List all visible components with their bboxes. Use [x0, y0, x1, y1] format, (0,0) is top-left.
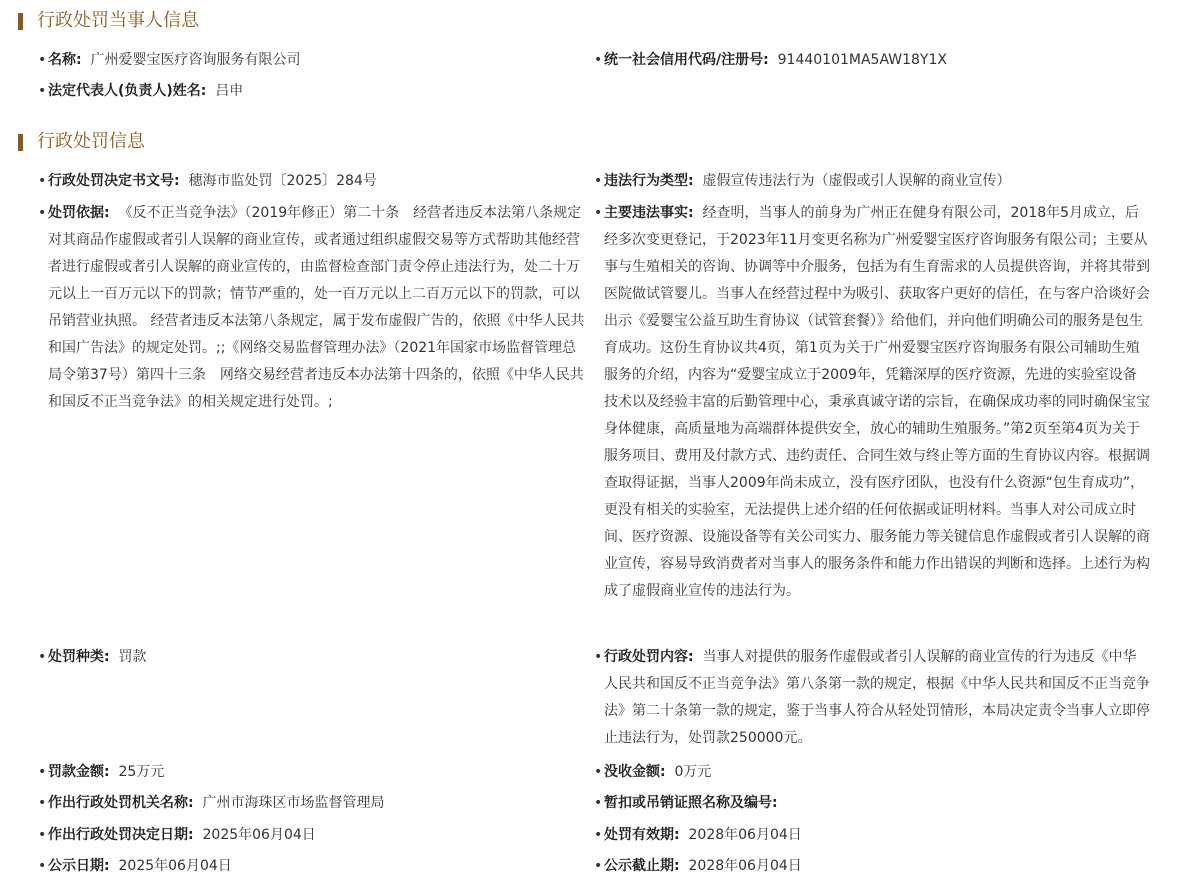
section-title-text: 行政处罚当事人信息 [37, 10, 199, 31]
field-label: 公示日期: [48, 858, 110, 874]
field-value: 穗海市监处罚〔2025〕284号 [188, 173, 377, 189]
field-label: 处罚种类: [48, 649, 110, 665]
bullet-icon: • [38, 858, 47, 874]
field-value: 0万元 [674, 764, 712, 780]
field-fine-amount [38, 759, 586, 786]
section-title-party [18, 10, 199, 32]
field-violation-type [594, 168, 1150, 195]
bullet-icon: • [594, 827, 603, 843]
bullet-icon: • [38, 173, 47, 189]
field-value: 当事人对提供的服务作虚假或者引人误解的商业宣传的行为违反《中华人民共和国反不正当竞争法》第八条第一款的规定，根据《中华人民共和国反不正当竞争法》第二十条第一款的规定，鉴于当事人符合从轻处罚情形，本局决定责令当事人立即停止违法行为，处罚款250000元。 [604, 649, 1150, 746]
field-basis [38, 200, 586, 416]
field-value: 《反不正当竞争法》（2019年修正）第二十条 经营者违反本法第八条规定对其商品作虚假或者引人误解的商业宣传，或者通过组织虚假交易等方式帮助其他经营者进行虚假或者引人误解的商业宣传的，由监督检查部门责令停止违法行为，处二十万元以上一百万元以下的罚款；情节严重的，处一百万元以上二百万元以下的罚款，可以吊销营业执照。 经营者违反本法第八条规定，属于发布虚假广告的，依照《中华人民共和国广告法》的规定处罚。;;《网络交易监督管理办法》（2021年国家市场监督管理总局令第37号）第四十三条 网络交易经营者违反本办法第十四条的，依照《中华人民共和国反不正当竞争法》的相关规定进行处罚。; [48, 205, 585, 410]
field-label: 名称: [48, 52, 82, 68]
field-value: 广州爱婴宝医疗咨询服务有限公司 [90, 52, 301, 68]
field-label: 作出行政处罚机关名称: [48, 795, 194, 811]
field-value: 91440101MA5AW18Y1X [777, 52, 947, 68]
bullet-icon: • [38, 827, 47, 843]
field-label: 统一社会信用代码/注册号: [604, 52, 769, 68]
bullet-icon: • [594, 858, 603, 874]
field-value: 虚假宣传违法行为（虚假或引人误解的商业宣传） [702, 173, 1011, 189]
field-validity [594, 822, 1150, 849]
field-label: 暂扣或吊销证照名称及编号: [604, 795, 778, 811]
field-decision-date [38, 822, 586, 849]
section-accent-bar [18, 13, 23, 30]
bullet-icon: • [594, 764, 603, 780]
field-license [594, 790, 1150, 817]
bullet-icon: • [38, 205, 47, 221]
field-label: 违法行为类型: [604, 173, 694, 189]
field-label: 作出行政处罚决定日期: [48, 827, 194, 843]
field-value: 罚款 [118, 649, 147, 665]
field-label: 主要违法事实: [604, 205, 694, 221]
field-credit-code [594, 47, 1150, 74]
bullet-icon: • [38, 649, 47, 665]
bullet-icon: • [38, 52, 47, 68]
bullet-icon: • [38, 764, 47, 780]
field-value: 2025年06月04日 [118, 858, 232, 874]
field-label: 行政处罚决定书文号: [48, 173, 180, 189]
field-penalty-kind [38, 644, 586, 671]
field-name [38, 47, 586, 74]
bullet-icon: • [38, 83, 47, 99]
field-value: 吕申 [215, 83, 244, 99]
field-value: 2028年06月04日 [688, 858, 802, 874]
field-value: 2025年06月04日 [202, 827, 316, 843]
field-label: 没收金额: [604, 764, 666, 780]
bullet-icon: • [594, 52, 603, 68]
field-publish-end [594, 853, 1150, 880]
section-accent-bar [18, 134, 23, 151]
field-label: 处罚依据: [48, 205, 110, 221]
section-title-text: 行政处罚信息 [37, 131, 145, 152]
bullet-icon: • [38, 795, 47, 811]
bullet-icon: • [594, 649, 603, 665]
bullet-icon: • [594, 205, 603, 221]
bullet-icon: • [594, 795, 603, 811]
field-value: 25万元 [118, 764, 165, 780]
field-publish-date [38, 853, 586, 880]
field-authority [38, 790, 586, 817]
field-value: 2028年06月04日 [688, 827, 802, 843]
bullet-icon: • [594, 173, 603, 189]
section-title-penalty [18, 131, 145, 153]
field-legal-rep [38, 78, 586, 105]
field-value: 广州市海珠区市场监督管理局 [202, 795, 385, 811]
field-confiscation-amount [594, 759, 1150, 786]
field-label: 行政处罚内容: [604, 649, 694, 665]
field-value: 经查明，当事人的前身为广州正在健身有限公司，2018年5月成立，后经多次变更登记，于2023年11月变更名称为广州爱婴宝医疗咨询服务有限公司；主要从事与生殖相关的咨询、协调等中介服务，包括为有生育需求的人员提供咨询，并将其带到医院做试管婴儿。当事人在经营过程中为吸引、获取客户更好的信任，在与客户洽谈好会出示《爱婴宝公益互助生育协议（试管套餐）》给他们，并向他们明确公司的服务是包生育成功。这份生育协议共4页，第1页为关于广州爱婴宝医疗咨询服务有限公司辅助生殖服务的介绍，内容为“爱婴宝成立于2009年，凭籍深厚的医疗资源，先进的实验室设备技术以及经验丰富的后勤管理中心，秉承真诚守诺的宗旨，在确保成功率的同时确保宝宝身体健康，高质量地为高端群体提供安全，放心的辅助生殖服务。”第2页至第4页为关于服务项目、费用及付款方式、违约责任、合同生效与终止等方面的生育协议内容。根据调查取得证据，当事人2009年尚未成立，没有医疗团队，也没有什么资源“包生育成功”，更没有相关的实验室，无法提供上述介绍的任何依据或证明材料。当事人对公司成立时间、医疗资源、设施设备等有关公司实力、服务能力等关键信息作虚假或者引人误解的商业宣传，容易导致消费者对当事人的服务条件和能力作出错误的判断和选择。上述行为构成了虚假商业宣传的违法行为。 [604, 205, 1150, 599]
field-label: 罚款金额: [48, 764, 110, 780]
field-facts [594, 200, 1150, 605]
field-penalty-content [594, 644, 1150, 752]
field-label: 公示截止期: [604, 858, 680, 874]
field-label: 法定代表人(负责人)姓名: [48, 83, 207, 99]
field-label: 处罚有效期: [604, 827, 680, 843]
field-decision-no [38, 168, 586, 195]
